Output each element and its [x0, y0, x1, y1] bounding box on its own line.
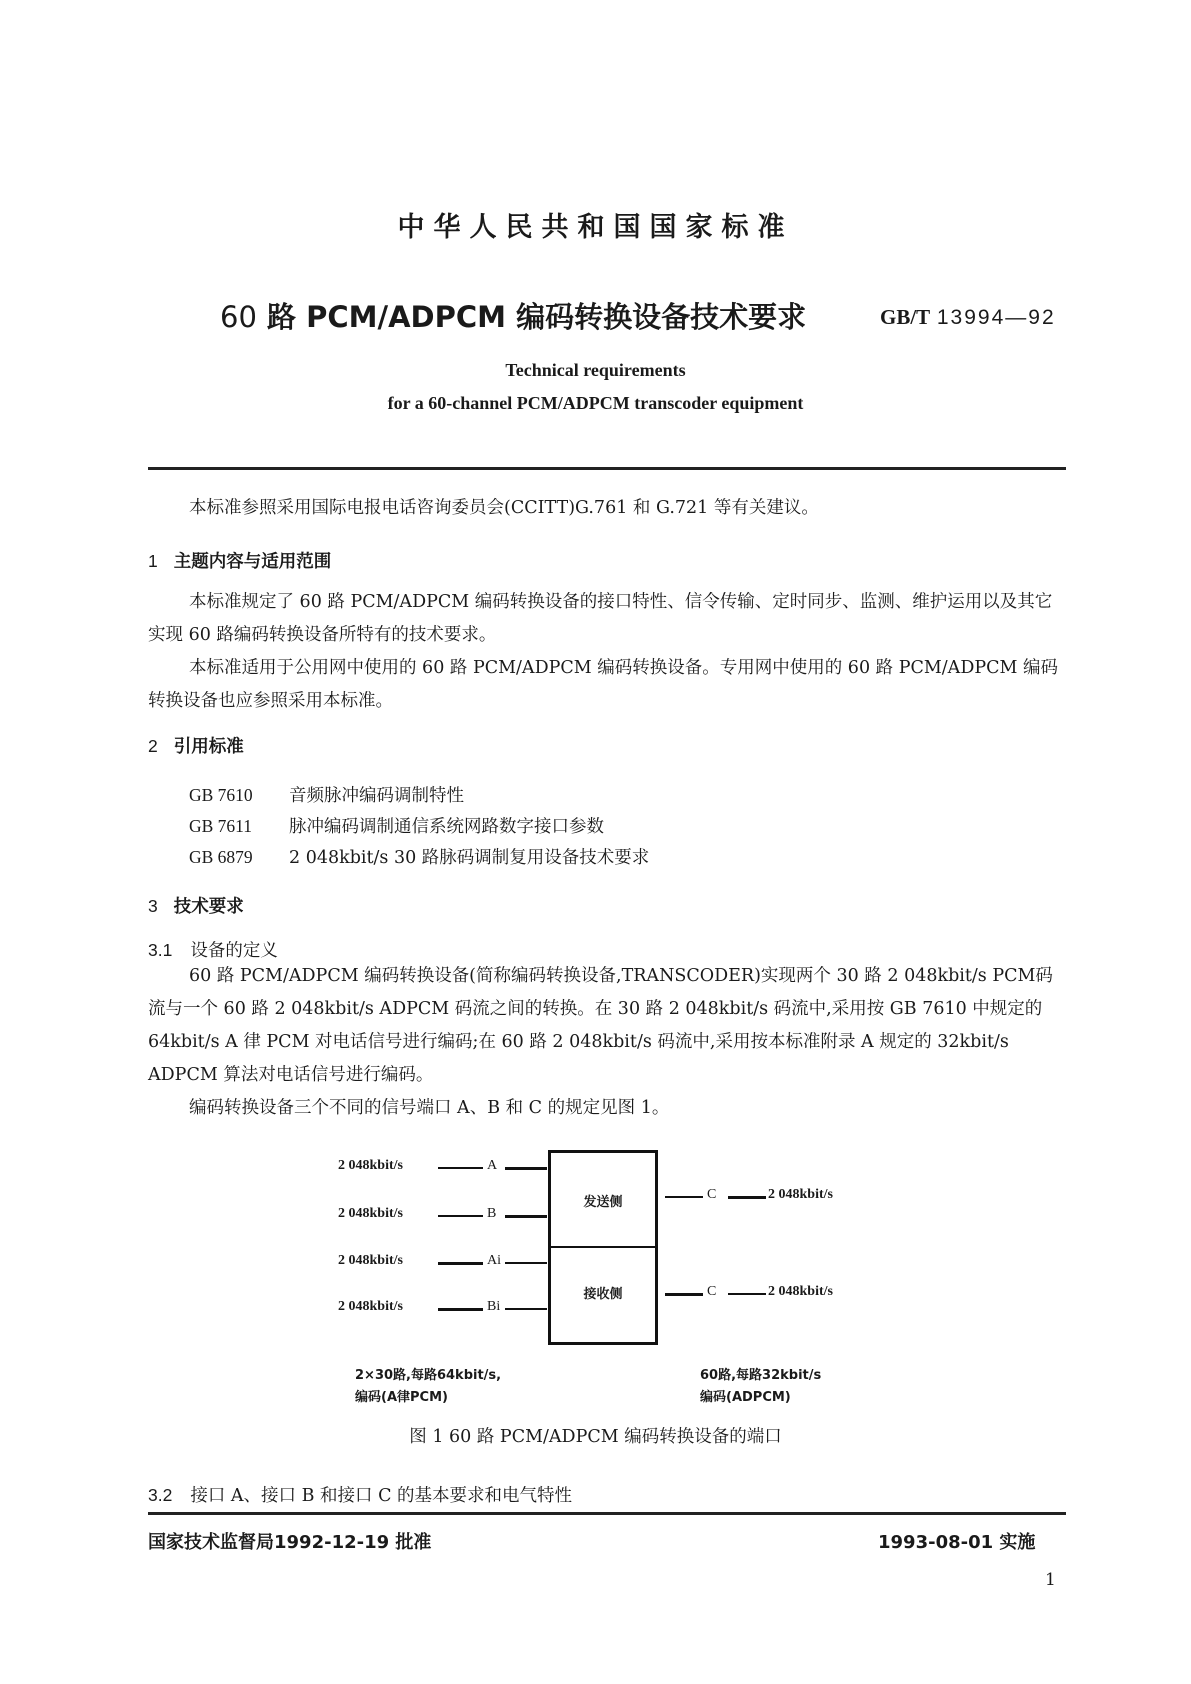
approval-date: 国家技术监督局1992-12-19 批准: [148, 1532, 432, 1553]
english-title-line2: for a 60-channel PCM/ADPCM transcoder equipment: [387, 393, 804, 413]
standard-code: 13994—92: [936, 306, 1056, 329]
port-b-line: [438, 1215, 483, 1217]
port-c-tx-label: C: [707, 1187, 717, 1202]
port-bi-label: Bi: [487, 1299, 501, 1314]
port-a-label: A: [487, 1158, 498, 1173]
port-c-rx-rate: 2 048kbit/s: [768, 1284, 833, 1299]
figure-1-diagram: [330, 1135, 870, 1355]
header-divider: [148, 467, 1066, 470]
port-c-rx-line: [728, 1293, 766, 1295]
port-b-label: B: [487, 1206, 497, 1221]
title-text: 路 PCM/ADPCM 编码转换设备技术要求: [267, 300, 807, 334]
section-1-heading: 1 主题内容与适用范围: [148, 551, 332, 572]
intro-paragraph: 本标准参照采用国际电报电话咨询委员会(CCITT)G.761 和 G.721 等有关建议。: [189, 498, 819, 518]
port-c-tx-line: [665, 1196, 703, 1198]
port-c-rx-arrow: [665, 1293, 703, 1296]
section-3-heading: 3 技术要求: [148, 896, 244, 917]
port-a-line: [438, 1167, 483, 1169]
port-bi-arrow: [438, 1308, 483, 1311]
reference-item: GB 7611 脉冲编码调制通信系统网路数字接口参数: [189, 816, 604, 837]
section-3-2-heading: 3.2 接口 A、接口 B 和接口 C 的基本要求和电气特性: [148, 1485, 573, 1506]
port-a-arrow: [505, 1167, 547, 1170]
footer-divider: [148, 1512, 1066, 1515]
title-number: 60: [220, 300, 257, 334]
section-1-paragraph-1: 本标准规定了 60 路 PCM/ADPCM 编码转换设备的接口特性、信令传输、定时同步、监测、维护运用以及其它实现 60 路编码转换设备所特有的技术要求。: [148, 592, 1053, 645]
transcoder-box: [548, 1150, 658, 1345]
port-c-tx-rate: 2 048kbit/s: [768, 1187, 833, 1202]
port-ai-arrow: [438, 1262, 483, 1265]
left-caption: 2×30路,每路64kbit/s, 编码(A律PCM): [355, 1368, 502, 1405]
effective-date: 1993-08-01 实施: [878, 1532, 1036, 1553]
standard-prefix: GB/T: [880, 305, 931, 329]
section-1-paragraph-2: 本标准适用于公用网中使用的 60 路 PCM/ADPCM 编码转换设备。专用网中使用的 60 路 PCM/ADPCM 编码转换设备也应参照采用本标准。: [148, 658, 1058, 711]
port-c-tx-arrow: [728, 1196, 766, 1199]
reference-item: GB 7610 音频脉冲编码调制特性: [189, 785, 464, 806]
section-3-1-paragraph-2: 编码转换设备三个不同的信号端口 A、B 和 C 的规定见图 1。: [189, 1098, 670, 1118]
port-b-arrow: [505, 1215, 547, 1218]
standard-number: [880, 305, 1056, 330]
port-c-rx-label: C: [707, 1284, 717, 1299]
box-divider: [551, 1246, 655, 1248]
document-title: [220, 295, 806, 336]
page-number: 1: [1045, 1570, 1056, 1590]
section-3-1-heading: 3.1 设备的定义: [148, 940, 278, 961]
transmit-side-label: 发送侧: [583, 1195, 623, 1210]
national-standard-heading: 中华人民共和国国家标准: [397, 212, 794, 243]
port-ai-label: Ai: [487, 1253, 501, 1268]
port-ai-rate: 2 048kbit/s: [338, 1253, 403, 1268]
port-b-rate: 2 048kbit/s: [338, 1206, 403, 1221]
port-a-rate: 2 048kbit/s: [338, 1158, 403, 1173]
port-bi-rate: 2 048kbit/s: [338, 1299, 403, 1314]
port-ai-line: [505, 1262, 547, 1264]
figure-1-caption: 图 1 60 路 PCM/ADPCM 编码转换设备的端口: [409, 1427, 782, 1447]
port-bi-line: [505, 1308, 547, 1310]
section-2-heading: 2 引用标准: [148, 736, 244, 757]
right-caption: 60路,每路32kbit/s 编码(ADPCM): [700, 1368, 822, 1405]
english-title-line1: Technical requirements: [505, 360, 686, 380]
receive-side-label: 接收侧: [583, 1287, 623, 1302]
reference-item: GB 6879 2 048kbit/s 30 路脉码调制复用设备技术要求: [189, 847, 650, 868]
section-3-1-paragraph-1: 60 路 PCM/ADPCM 编码转换设备(简称编码转换设备,TRANSCODER)实现两个 30 路 2 048kbit/s PCM码流与一个 60 路 2 048kbit/s ADPCM 码流之间的转换。在 30 路 2 048kbit/s 码流中,采用按 GB 7610 中规定的 64kbit/s A 律 PCM 对电话信号进行编码;在 60 路 2 048kbit/s 码流中,采用按本标准附录 A 规定的 32kbit/s ADPCM 算法对电话信号进行编码。: [148, 966, 1053, 1085]
